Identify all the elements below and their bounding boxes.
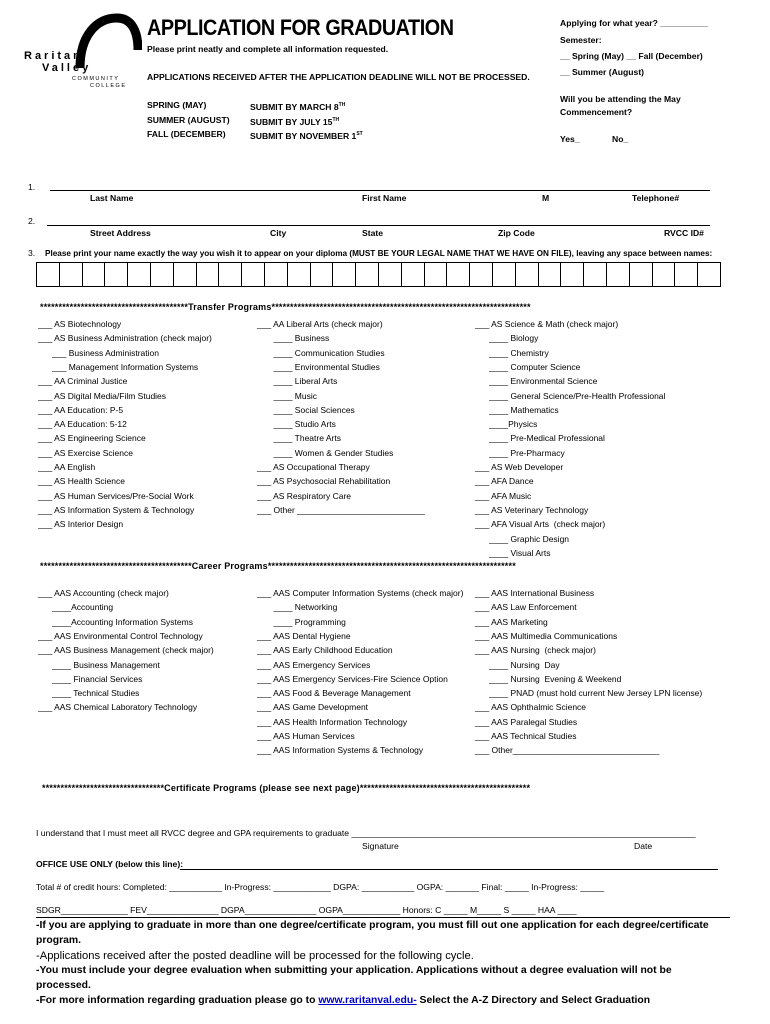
name-cell[interactable] [197, 263, 220, 286]
program-option[interactable]: ____Accounting Information Systems [38, 616, 193, 627]
program-option[interactable]: ___ AS Health Science [38, 476, 125, 487]
name-cell[interactable] [83, 263, 106, 286]
rvcc-id-label: RVCC ID# [664, 228, 704, 238]
logo-raritan: Raritan [24, 50, 83, 62]
program-option[interactable]: ___ AS Psychosocial Rehabilitation [257, 476, 391, 487]
year-question[interactable]: Applying for what year? __________ [560, 18, 709, 28]
name-cell[interactable] [37, 263, 60, 286]
zip-label: Zip Code [498, 228, 535, 238]
career-heading: *****************************************Career Programs******************************************************************* [40, 561, 516, 571]
name-cell[interactable] [470, 263, 493, 286]
diploma-instructions: Please print your name exactly the way you wish it to appear on your diploma (MUST BE YOUR LEGAL NAME THAT WE HAVE ON FILE), leaving any space between names: [45, 249, 713, 258]
program-option[interactable]: ___ AS Web Developer [475, 462, 564, 472]
program-option[interactable]: ___ AS Biotechnology [38, 319, 122, 329]
note-deadline: -Applications received after the posted deadline will be processed for the following cycle. [36, 950, 474, 962]
program-option[interactable]: ___ AAS Food & Beverage Management [257, 688, 411, 699]
program-option[interactable]: ___ AS Information System & Technology [38, 504, 195, 515]
deadline-submit: SUBMIT BY JULY 15TH [250, 116, 340, 127]
college-logo [22, 10, 142, 89]
signature-statement[interactable]: I understand that I must meet all RVCC degree and GPA requirements to graduate ________________________________________________________________________ [36, 828, 696, 838]
transfer-heading: ****************************************Transfer Programs********************************************************************** [40, 302, 531, 312]
program-option[interactable]: ___ AA Criminal Justice [38, 376, 128, 387]
name-cell[interactable] [425, 263, 448, 286]
page-subtitle: Please print neatly and complete all information requested. [147, 44, 389, 54]
name-cell[interactable] [242, 263, 265, 286]
program-option[interactable]: ___ AAS Marketing [475, 616, 548, 627]
name-cell[interactable] [356, 263, 379, 286]
field-number-2: 2. [28, 216, 36, 226]
program-option[interactable]: ___ AAS Business Management (check major) [38, 645, 214, 656]
name-cell[interactable] [128, 263, 151, 286]
office-bottom-rule [36, 917, 730, 918]
commencement-yes[interactable]: Yes_ [560, 134, 580, 144]
street-label: Street Address [90, 228, 151, 238]
name-cell[interactable] [105, 263, 128, 286]
program-option[interactable]: ____ Mathematics [475, 404, 559, 415]
program-option[interactable]: ____ General Science/Pre-Health Professional [475, 390, 666, 401]
certificate-heading: *********************************Certificate Programs (please see next page)********************************************** [42, 783, 531, 793]
deadline-submit: SUBMIT BY NOVEMBER 1ST [250, 130, 363, 141]
note-more-info [36, 994, 650, 1008]
deadline-term: SUMMER (AUGUST) [147, 115, 230, 125]
name-cell[interactable] [174, 263, 197, 286]
name-cell[interactable] [561, 263, 584, 286]
state-label: State [362, 228, 384, 238]
name-cell[interactable] [493, 263, 516, 286]
program-option[interactable]: ____Accounting [38, 602, 114, 613]
program-option[interactable]: ___ AAS Law Enforcement [475, 602, 577, 613]
program-option[interactable]: ___ AS Veterinary Technology [475, 504, 589, 515]
deadline-term: SPRING (MAY) [147, 100, 207, 110]
semester-label: Semester: [560, 35, 602, 45]
deadline-submit: SUBMIT BY MARCH 8TH [250, 101, 346, 112]
program-option[interactable]: ____ Visual Arts [475, 547, 551, 558]
name-cell[interactable] [698, 263, 720, 286]
program-option[interactable]: ___ AAS Early Childhood Education [257, 645, 393, 656]
program-option[interactable]: ___ AA Education: 5-12 [38, 419, 127, 430]
program-option[interactable]: ____ Nursing Evening & Weekend [475, 673, 622, 684]
note-degree-evaluation: -You must include your degree evaluation when submitting your application. Applications without a degree evaluation will not be [36, 965, 672, 976]
program-option[interactable]: ____ Liberal Arts [257, 376, 338, 387]
program-option[interactable]: ____ Technical Studies [38, 688, 140, 699]
deadline-term: FALL (DECEMBER) [147, 129, 226, 139]
logo-valley: Valley [42, 62, 92, 74]
note-more-info-text: -For more information regarding graduation please go to [36, 995, 319, 1006]
middle-initial-label: M [542, 193, 550, 203]
commencement-question: Will you be attending the May [560, 94, 681, 104]
note-multiple-programs: -If you are applying to graduate in more than one degree/certificate program, you must fill out one application for each degree/certificate [36, 920, 709, 931]
program-option[interactable]: ____ Chemistry [475, 347, 549, 358]
program-option[interactable]: ___ AAS Health Information Technology [257, 716, 408, 727]
program-option[interactable]: ___ AS Exercise Science [38, 447, 133, 458]
program-option[interactable]: ___ AA Liberal Arts (check major) [257, 319, 383, 329]
field-number-1: 1. [28, 182, 36, 192]
page-title: APPLICATION FOR GRADUATION [147, 15, 454, 40]
date-label: Date [634, 841, 653, 851]
program-option[interactable]: ____ Business [257, 333, 330, 344]
name-cell[interactable] [653, 263, 676, 286]
program-option[interactable]: ___ AS Occupational Therapy [257, 462, 370, 472]
semester-options-2[interactable]: __ Summer (August) [560, 67, 645, 77]
program-option[interactable]: ___ Other_______________________________ [475, 745, 660, 756]
program-option[interactable]: ___ AA Education: P-5 [38, 404, 124, 415]
program-option[interactable]: ___ AA English [38, 462, 96, 472]
program-option[interactable]: ____ Studio Arts [257, 419, 336, 430]
name-cell[interactable] [151, 263, 174, 286]
program-option[interactable]: ____ Pre-Pharmacy [475, 447, 565, 458]
program-option[interactable]: ____ Programming [257, 616, 346, 627]
name-cell[interactable] [675, 263, 698, 286]
name-cell[interactable] [447, 263, 470, 286]
program-option[interactable]: ____ Music [257, 390, 317, 401]
name-cell[interactable] [265, 263, 288, 286]
program-option[interactable]: ___ AAS Game Development [257, 702, 369, 713]
office-credits-row: Total # of credit hours: Completed: ___________ In-Progress: ____________ DGPA: ___________ OGPA: _______ Final: _____ In-Progress: _____ [36, 882, 605, 892]
program-option[interactable]: ___ AAS Chemical Laboratory Technology [38, 702, 198, 713]
program-option[interactable]: ___ AFA Music [475, 490, 532, 501]
name-cell[interactable] [607, 263, 630, 286]
name-cell[interactable] [219, 263, 242, 286]
program-option[interactable]: ___ AAS Nursing (check major) [475, 645, 596, 656]
name-cell[interactable] [516, 263, 539, 286]
program-option[interactable]: ___ Other ___________________________ [257, 504, 425, 515]
program-option[interactable]: ___ AAS Paralegal Studies [475, 716, 578, 727]
program-option[interactable]: ___ AAS Computer Information Systems (check major) [257, 588, 464, 598]
program-option[interactable]: ___ AAS Environmental Control Technology [38, 630, 203, 641]
program-option[interactable]: ____ Financial Services [38, 673, 143, 684]
logo-community: COMMUNITY [72, 76, 120, 82]
office-grades-row: SDGR______________ FEV_______________ DGPA_______________ OGPA____________ Honors: C _____ M_____ S _____ HAA ____ [36, 905, 577, 915]
program-option[interactable]: ____ PNAD (must hold current New Jersey LPN license) [475, 688, 703, 699]
program-option[interactable]: ___ AS Interior Design [38, 519, 124, 530]
telephone-label: Telephone# [632, 193, 680, 203]
program-option[interactable]: ___ AAS Ophthalmic Science [475, 702, 587, 713]
program-option[interactable]: ___ AFA Dance [475, 476, 534, 487]
program-option[interactable]: ___ AS Digital Media/Film Studies [38, 390, 167, 401]
last-name-label: Last Name [90, 193, 134, 203]
program-option[interactable]: ____ Biology [475, 333, 539, 344]
program-option[interactable]: ___ AS Business Administration (check major) [38, 333, 212, 344]
city-label: City [270, 228, 287, 238]
diploma-name-grid[interactable] [36, 262, 721, 287]
name-cell[interactable] [584, 263, 607, 286]
program-option[interactable]: ____Physics [475, 419, 538, 430]
program-option[interactable]: ___ AAS International Business [475, 588, 595, 598]
commencement-question-2: Commencement? [560, 107, 633, 117]
name-cell[interactable] [630, 263, 653, 286]
deadline-notice: APPLICATIONS RECEIVED AFTER THE APPLICATION DEADLINE WILL NOT BE PROCESSED. [147, 72, 530, 82]
signature-label: Signature [362, 841, 399, 851]
college-website-link[interactable]: www.raritanval.edu- [318, 995, 417, 1006]
program-option[interactable]: ____ Environmental Studies [257, 361, 380, 372]
program-option[interactable]: ___ AAS Multimedia Communications [475, 630, 618, 641]
note-degree-evaluation-2: processed. [36, 980, 91, 991]
note-multiple-programs-2: program. [36, 935, 82, 946]
program-option[interactable]: ____ Social Sciences [257, 404, 355, 415]
program-option[interactable]: ___ AAS Emergency Services [257, 659, 371, 670]
name-cell[interactable] [539, 263, 562, 286]
program-option[interactable]: ____ Pre-Medical Professional [475, 433, 605, 444]
program-option[interactable]: ____ Women & Gender Studies [257, 447, 394, 458]
program-option[interactable]: ____ Business Management [38, 659, 160, 670]
name-cell[interactable] [311, 263, 334, 286]
program-option[interactable]: ___ AS Engineering Science [38, 433, 146, 444]
program-option[interactable]: ____ Communication Studies [257, 347, 385, 358]
program-option[interactable]: ___ AAS Emergency Services-Fire Science Option [257, 673, 448, 684]
program-option[interactable]: ___ AAS Human Services [257, 731, 355, 741]
program-option[interactable]: ___ AAS Accounting (check major) [38, 588, 169, 598]
address-line[interactable] [47, 225, 710, 226]
program-option[interactable]: ____ Graphic Design [475, 533, 570, 544]
program-option[interactable]: ____ Networking [257, 602, 338, 613]
field-number-3: 3. [28, 248, 36, 258]
semester-options-1[interactable]: __ Spring (May) __ Fall (December) [560, 51, 703, 61]
name-cell[interactable] [402, 263, 425, 286]
program-option[interactable]: ___ AS Human Services/Pre-Social Work [38, 490, 194, 501]
note-more-info-tail: Select the A-Z Directory and Select Graduation [416, 995, 651, 1006]
program-option[interactable]: ____ Theatre Arts [257, 433, 341, 444]
name-cell[interactable] [379, 263, 402, 286]
office-use-line [180, 869, 718, 870]
logo-college: COLLEGE [90, 83, 127, 89]
name-cell[interactable] [60, 263, 83, 286]
program-option[interactable]: ____ Environmental Science [475, 376, 598, 387]
office-use-label: OFFICE USE ONLY (below this line): [36, 859, 184, 869]
commencement-no[interactable]: No_ [612, 134, 629, 144]
program-option[interactable]: ___ Management Information Systems [38, 361, 199, 372]
program-option[interactable]: ____ Computer Science [475, 361, 581, 372]
name-cell[interactable] [288, 263, 311, 286]
program-option[interactable]: ___ AAS Technical Studies [475, 731, 577, 741]
program-option[interactable]: ___ Business Administration [38, 347, 159, 358]
name-cell[interactable] [333, 263, 356, 286]
program-option[interactable]: ____ Nursing Day [475, 659, 560, 670]
program-option[interactable]: ___ AAS Dental Hygiene [257, 630, 351, 641]
program-option[interactable]: ___ AS Science & Math (check major) [475, 319, 619, 329]
program-option[interactable]: ___ AS Respiratory Care [257, 490, 352, 501]
program-option[interactable]: ___ AAS Information Systems & Technology [257, 745, 424, 756]
name-line[interactable] [50, 190, 710, 191]
first-name-label: First Name [362, 193, 407, 203]
program-option[interactable]: ___ AFA Visual Arts (check major) [475, 519, 606, 530]
